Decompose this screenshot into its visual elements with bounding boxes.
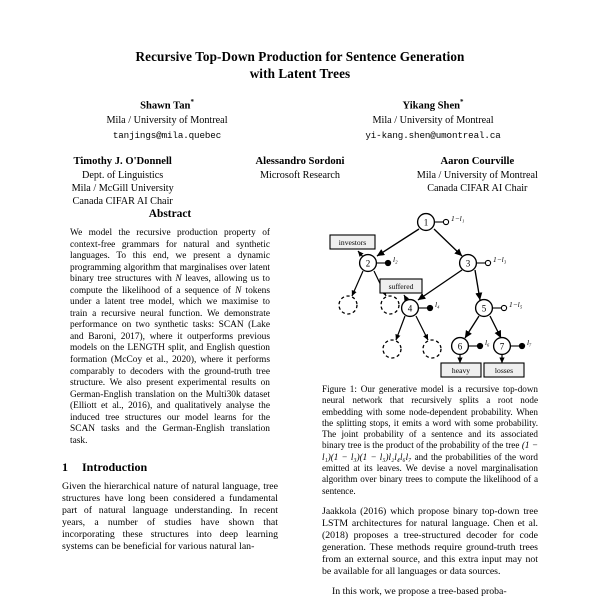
author-name: Timothy J. O'Donnell bbox=[73, 155, 172, 167]
abstract-heading: Abstract bbox=[148, 208, 192, 220]
author-affiliation: Mila / University of Montreal bbox=[372, 114, 494, 126]
prob-label-3: 1−l₃ bbox=[493, 255, 507, 264]
word-box-suffered: suffered bbox=[388, 282, 414, 291]
section-title: Introduction bbox=[82, 460, 148, 475]
prob-label-2: l₂ bbox=[393, 255, 398, 264]
node-label-4: 4 bbox=[407, 303, 413, 314]
author-aaron-courville bbox=[389, 155, 566, 209]
right-column-paragraph-2: In this work, we propose a tree-based proba- bbox=[332, 586, 507, 598]
word-box-heavy: heavy bbox=[451, 366, 471, 375]
node-label-5: 5 bbox=[481, 303, 487, 314]
author-shawn-tan bbox=[34, 95, 300, 143]
prob-label-4: l₄ bbox=[435, 300, 440, 309]
prob-label-1: 1−l₁ bbox=[451, 214, 465, 223]
page-title bbox=[0, 0, 600, 82]
author-affiliation-line: Dept. of Linguistics bbox=[82, 169, 164, 181]
word-box-investors: investors bbox=[338, 238, 367, 247]
abstract-symbol-n: N bbox=[175, 274, 182, 285]
author-affiliation-line: Microsoft Research bbox=[259, 169, 341, 181]
author-name: Aaron Courville bbox=[440, 155, 515, 167]
author-name: Alessandro Sordoni bbox=[255, 155, 345, 167]
author-affiliation-line: Mila / University of Montreal bbox=[416, 169, 538, 181]
section-heading-introduction bbox=[62, 460, 278, 475]
author-footnote-marker: * bbox=[190, 98, 194, 106]
author-name bbox=[34, 95, 300, 114]
title-line-1: Recursive Top-Down Production for Sentence Generation bbox=[135, 49, 465, 64]
author-affiliation: Mila / University of Montreal bbox=[106, 114, 228, 126]
title-line-2: with Latent Trees bbox=[249, 66, 351, 81]
abstract-smallcaps-length: LENGTH bbox=[127, 343, 165, 354]
author-name bbox=[300, 95, 566, 114]
abstract-part-4: split, and English question formation (McCoy et al., 2020), where it performs comparably to decoders with the ground-truth tree structure. We also present experimental results on German-English translation on the Multi30k dataset (Elliott et al., 2016), and qualitatively analyse the induced tree structures our model learns for the SCAN tasks and the German-English translation task. bbox=[70, 343, 270, 446]
generative-tree-diagram bbox=[322, 208, 538, 380]
abstract-text bbox=[62, 228, 278, 447]
node-label-1: 1 bbox=[423, 217, 429, 228]
abstract-part-3: tokens under a latent tree model, which we maximise to train a recursive neural function. We demonstrate performance on two synthetic tasks: SCAN (Lake and Baroni, 2017), where it outperforms previous models on the bbox=[70, 285, 270, 354]
author-name-text: Yikang Shen bbox=[402, 100, 461, 112]
figure-caption-part-1: Figure 1: Our generative model is a recursive top-down neural network that recursively splits a root node embedding with some node-dependent probability. When the splitting stops, it emits a word with some probability. The joint probability of a sentence and its associated binary tree is the product of the probability of the tree bbox=[322, 384, 538, 451]
node-label-2: 2 bbox=[365, 258, 371, 269]
author-timothy-odonnell bbox=[34, 155, 211, 209]
right-column-paragraph-1: Jaakkola (2016) which propose binary top-down tree LSTM architectures for natural language. Chen et al. (2018) proposes a tree-structured decoder for code generation. These methods require ground-truth trees from an external source, and this extra input may not be available for all languages or data sources. bbox=[322, 505, 538, 577]
author-block bbox=[0, 95, 600, 208]
figure-1 bbox=[322, 208, 538, 380]
figure-caption-part-2: and the probabilities of the word emitted at its leaves. We devise a novel marginalisation algorithm over binary trees to compute the likelihood of a sentence. bbox=[322, 451, 538, 496]
author-row-1 bbox=[34, 95, 566, 143]
abstract-part-1: We model the recursive production property of context-free grammars for natural and synthetic languages. To this end, we present a dynamic programming algorithm that marginalises over latent binary tree structures with bbox=[70, 228, 270, 285]
node-label-3: 3 bbox=[465, 258, 471, 269]
word-box-losses: losses bbox=[494, 366, 514, 375]
author-email[interactable]: yi-kang.shen@umontreal.ca bbox=[365, 129, 501, 141]
introduction-paragraph: Given the hierarchical nature of natural language, tree structures have long been considered a fundamental part of natural language understanding. In recent years, a number of studies have shown that incorporating these structures into deep learning systems can be beneficial for various natural lan- bbox=[62, 481, 278, 552]
section-number: 1 bbox=[62, 460, 68, 475]
author-affiliation-line: Canada CIFAR AI Chair bbox=[72, 196, 173, 208]
figure-caption bbox=[322, 384, 538, 497]
author-affiliation-line: Mila / McGill University bbox=[71, 182, 174, 194]
abstract-symbol-n: N bbox=[235, 285, 242, 296]
prob-label-5: 1−l₅ bbox=[509, 300, 523, 309]
figure-caption-formula: (1 − l₁)(1 − l₃)(1 − l₅)l₂l₄l₆l₇ bbox=[322, 440, 538, 462]
left-column bbox=[62, 208, 278, 553]
author-row-2 bbox=[34, 155, 566, 209]
abstract-part-2: leaves, allowing us to compute the likelihood of a sequence of bbox=[70, 274, 270, 296]
tree-dashed-nodes bbox=[339, 296, 441, 358]
node-label-6: 6 bbox=[457, 341, 463, 352]
author-email[interactable]: tanjings@mila.quebec bbox=[112, 129, 222, 141]
author-footnote-marker: * bbox=[460, 98, 464, 106]
node-label-7: 7 bbox=[499, 341, 505, 352]
author-yikang-shen bbox=[300, 95, 566, 143]
two-column-body bbox=[0, 208, 600, 600]
author-name-text: Shawn Tan bbox=[140, 100, 191, 112]
author-affiliation-line: Canada CIFAR AI Chair bbox=[427, 182, 528, 194]
right-column bbox=[322, 208, 538, 598]
prob-label-7: l₇ bbox=[527, 338, 532, 347]
author-alessandro-sordoni bbox=[211, 155, 388, 209]
prob-label-6: l₆ bbox=[485, 338, 490, 347]
